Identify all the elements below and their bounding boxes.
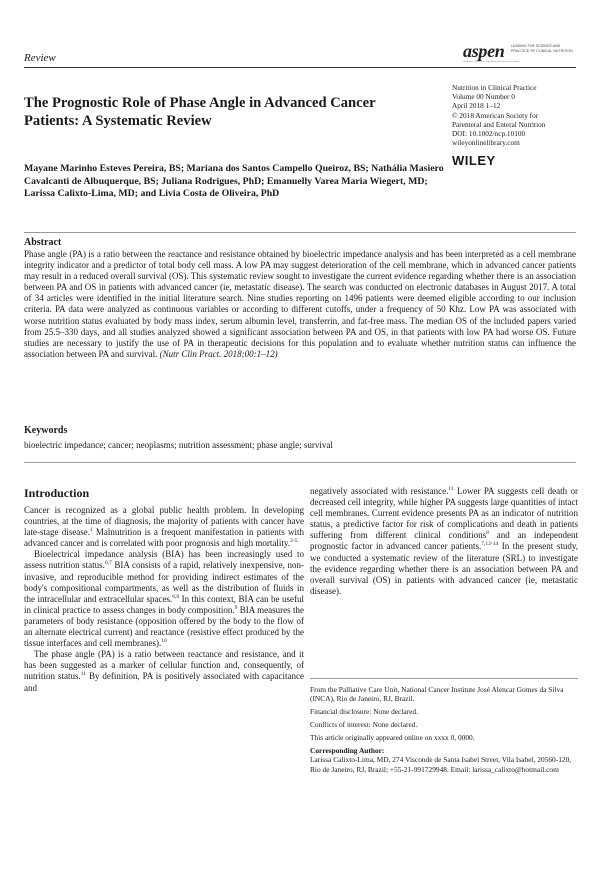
- author-list: Mayane Marinho Esteves Pereira, BS; Mariana dos Santos Campello Queiroz, BS; Nathália Masiero Cavalcanti de Albuquerque, BS; Juliana Rodrigues, PhD; Emanuelly Varea Maria Wiegert, MD; Larissa Calixto-Lima, MD; and Livia Costa de Oliveira, PhD: [24, 163, 444, 200]
- citation-ref[interactable]: 11: [448, 486, 454, 492]
- header-rule: [24, 67, 576, 68]
- citation-ref[interactable]: 2-5: [290, 538, 298, 545]
- footnotes: [310, 685, 578, 774]
- logo-tagline: LEADING THE SCIENCE AND PRACTICE OF CLINICAL NUTRITION: [511, 44, 573, 53]
- introduction-heading: Introduction: [24, 486, 90, 500]
- citation-ref[interactable]: 7,12-14: [481, 541, 499, 548]
- logo-subtitle: American Society for Parenteral and Enteral Nutrition: [463, 61, 520, 63]
- online-publication-note: This article originally appeared online on xxxx 0, 0000.: [310, 733, 475, 743]
- journal-name: Nutrition in Clinical Practice: [452, 83, 537, 92]
- conflicts-of-interest: Conflicts of interest: None declared.: [310, 720, 418, 730]
- intro-paragraph-1: Cancer is recognized as a global public health problem. In developing countries, at the time of diagnosis, the majority of patients with cancer have late-stage disease.$^1$ Malnutrition is a frequent manifestation in patients with advanced cancer and is correlated with poor prognosis and high mortality.$^{2-5}$: [24, 505, 304, 549]
- journal-copyright: © 2018 American Society for: [452, 110, 539, 120]
- article-title: The Prognostic Role of Phase Angle in Advanced Cancer Patients: A Systematic Review: [24, 95, 376, 129]
- abstract-heading: Abstract: [24, 237, 62, 248]
- abstract-top-rule: [24, 232, 576, 233]
- journal-info: [452, 83, 587, 147]
- journal-society: Parenteral and Enteral Nutrition: [452, 119, 546, 129]
- citation-ref[interactable]: 6,8: [172, 593, 180, 600]
- citation-ref[interactable]: 9: [234, 604, 238, 611]
- right-column: [310, 486, 578, 597]
- keywords-heading: Keywords: [24, 425, 68, 436]
- corresponding-author-details: Larissa Calixto-Lima, MD, 274 Visconde de Santa Isabel Street, Vila Isabel, 20560-120, Rio de Janeiro, RJ, Brazil; +55-21-991729948. Email: larissa_calixto@hotmail.com: [310, 755, 572, 774]
- aspen-logo: [463, 42, 577, 64]
- affiliation-note: From the Palliative Care Unit, National Cancer Institute José Alencar Gomes da Silva (INCA), Rio de Janeiro, RJ, Brazil.: [310, 685, 564, 704]
- keywords-bottom-rule: [24, 462, 576, 463]
- citation-ref[interactable]: 1: [89, 527, 93, 534]
- intro-paragraph-3: The phase angle (PA) is a ratio between reactance and resistance, and it has been suggested as a marker of cellular function and, consequently, of nutrition status.$^{11}$ By definition, PA is positively associated with capacitance and: [24, 649, 304, 693]
- corresponding-author-heading: Corresponding Author:: [310, 746, 385, 756]
- citation-ref[interactable]: 8: [486, 530, 489, 537]
- keywords-list: bioelectric impedance; cancer; neoplasms; nutrition assessment; phase angle; survival: [24, 440, 333, 450]
- financial-disclosure: Financial disclosure: None declared.: [310, 707, 418, 717]
- intro-paragraph-3-continued: negatively associated with resistance.$^{11}$ Lower PA suggests cell death or decreased cell integrity, while higher PA suggests large quantities of intact cell membranes. Current evidence presents PA as an indicator of nutrition status, a predictive factor for risk of complications and death in patients suffering from different clinical conditions$^8$ and an independent prognostic factor in advanced cancer patients.$^{7,12-14}$ In the present study, we conducted a systematic review of the literature (SRL) to investigate the evidence regarding whether there is an association between PA and overall survival (OS) in patients with advanced cancer (ie, metastatic disease).: [310, 486, 579, 596]
- section-label: Review: [24, 52, 56, 64]
- citation-ref[interactable]: 11: [80, 671, 86, 678]
- journal-website[interactable]: wileyonlinelibrary.com: [452, 138, 520, 148]
- intro-paragraph-2: Bioelectrical impedance analysis (BIA) has been increasingly used to assess nutrition status.$^{6,7}$ BIA consists of a rapid, relatively inexpensive, non-invasive, and reproducible method for providing indirect estimates of the body's compositional compartments, as well as the distribution of fluids in the intracellular and extracellular spaces.$^{6,8}$ In this context, BIA can be useful in clinical practice to assess changes in body composition.$^9$ BIA measures the parameters of body resistance (opposition offered by the body to the flow of an alternate electrical current) and reactance (resistive effect produced by the tissue interfaces and cell membranes).$^{10}$: [24, 549, 304, 649]
- journal-date: April 2018 1–12: [452, 101, 501, 111]
- publisher-logo: WILEY: [452, 153, 496, 168]
- journal-doi[interactable]: DOI: 10.1002/ncp.10100: [452, 129, 526, 139]
- footnote-rule: [310, 678, 578, 679]
- abstract-body: [24, 249, 576, 360]
- left-column: [24, 505, 304, 694]
- abstract-text: Phase angle (PA) is a ratio between the reactance and resistance obtained by bioelectric impedance analysis and has been interpreted as a cell membrane integrity indicator and a predictor of total body cell mass. A low PA may suggest deterioration of the cell membrane, which in advanced cancer patients may result in a reduced overall survival (OS). This systematic review sought to investigate the current evidence regarding whether there is an association between PA and OS in patients with advanced cancer (ie, metastatic disease). The search was conducted on electronic databases in August 2017. A total of 34 articles were identified in the initial literature search. Nine studies reporting on 1496 patients were deemed eligible according to our inclusion criteria. PA data were analyzed as continuous variables or according to different cutoffs, under a frequency of 50 Khz. Low PA was associated with worse nutrition status evaluated by body mass index, serum albumin level, transferrin, and fat-free mass. The median OS of the included papers varied from 25.5–330 days, and all studies analyzed showed a significant association between PA and OS, in that patients with low PA had worse OS. Future studies are necessary to justify the use of PA in therapeutic decisions for this population and to evaluate whether nutrition status can influence the association between PA and survival.: [24, 249, 576, 359]
- abstract-citation: (Nutr Clin Pract. 2018;00:1–12): [159, 348, 278, 359]
- logo-wordmark: aspen: [463, 41, 505, 61]
- citation-ref[interactable]: 6,7: [104, 560, 112, 567]
- citation-ref[interactable]: 10: [161, 638, 167, 645]
- journal-volume: Volume 00 Number 0: [452, 92, 515, 102]
